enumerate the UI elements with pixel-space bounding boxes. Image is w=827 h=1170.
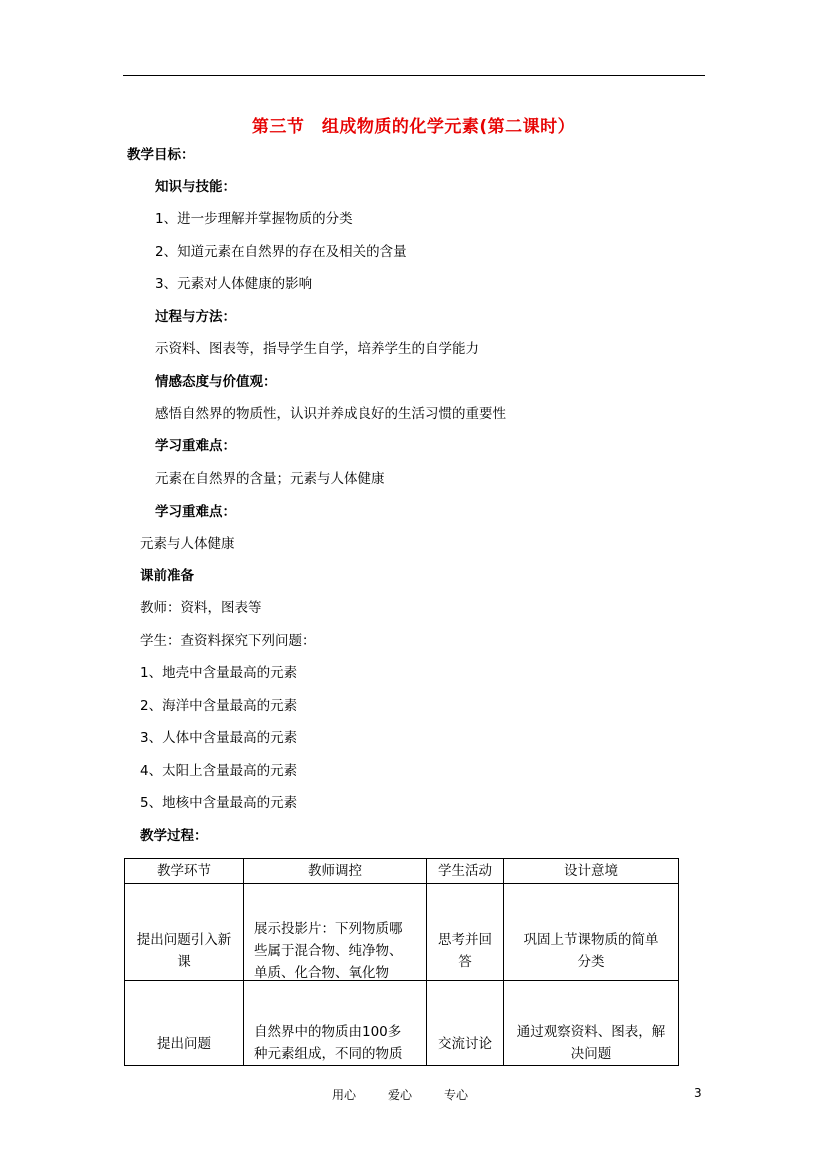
footer-text: 专心 bbox=[444, 1088, 469, 1102]
header-cell: 设计意境 bbox=[564, 863, 618, 879]
key-heading: 学习重难点： bbox=[155, 438, 236, 454]
table-cell: 些属于混合物、纯净物、 bbox=[254, 943, 403, 959]
emotion-heading: 情感态度与价值观： bbox=[155, 374, 277, 390]
table-cell: 展示投影片：下列物质哪 bbox=[254, 921, 403, 937]
key-text: 元素在自然界的含量；元素与人体健康 bbox=[155, 471, 385, 487]
table-cell: 决问题 bbox=[570, 1046, 612, 1062]
prep-heading: 课前准备 bbox=[140, 568, 194, 584]
table-cell: 自然界中的物质由100多 bbox=[254, 1024, 402, 1040]
emotion-text: 感悟自然界的物质性，认识并养成良好的生活习惯的重要性 bbox=[155, 406, 506, 422]
table-cell: 单质、化合物、氧化物 bbox=[254, 965, 389, 981]
table-header-row bbox=[125, 859, 679, 884]
table-cell: 答 bbox=[458, 954, 472, 970]
header-cell: 学生活动 bbox=[438, 863, 492, 879]
question-item: 4、太阳上含量最高的元素 bbox=[140, 763, 298, 779]
student-line: 学生：查资料探究下列问题： bbox=[140, 633, 316, 649]
table-cell: 巩固上节课物质的简单 bbox=[523, 932, 659, 948]
table-cell: 通过观察资料、图表，解 bbox=[516, 1024, 666, 1040]
page-title: 第三节 组成物质的化学元素(第二课时） bbox=[251, 117, 576, 137]
knowledge-heading: 知识与技能： bbox=[155, 179, 236, 195]
knowledge-item: 2、知道元素在自然界的存在及相关的含量 bbox=[155, 244, 407, 260]
question-item: 1、地壳中含量最高的元素 bbox=[140, 665, 298, 681]
question-item: 5、地核中含量最高的元素 bbox=[140, 795, 298, 811]
table-cell: 思考并回 bbox=[438, 932, 492, 948]
question-item: 3、人体中含量最高的元素 bbox=[140, 730, 298, 746]
difficult-text: 元素与人体健康 bbox=[140, 536, 235, 552]
teacher-line: 教师：资料，图表等 bbox=[140, 600, 262, 616]
knowledge-item: 3、元素对人体健康的影响 bbox=[155, 276, 313, 292]
table-row bbox=[125, 981, 679, 1066]
teaching-process-heading: 教学过程： bbox=[140, 828, 208, 844]
process-text: 示资料、图表等，指导学生自学，培养学生的自学能力 bbox=[155, 341, 479, 357]
table-cell: 种元素组成，不同的物质 bbox=[254, 1046, 403, 1062]
footer-text: 爱心 bbox=[388, 1088, 413, 1102]
header-cell: 教师调控 bbox=[308, 863, 362, 879]
difficult-heading: 学习重难点： bbox=[155, 504, 236, 520]
header-rule bbox=[123, 75, 705, 76]
table-row bbox=[125, 884, 679, 981]
table-cell: 提出问题 bbox=[157, 1036, 211, 1052]
page-number: 3 bbox=[694, 1086, 702, 1100]
objectives-heading: 教学目标： bbox=[127, 147, 195, 163]
knowledge-item: 1、进一步理解并掌握物质的分类 bbox=[155, 211, 353, 227]
table-cell: 提出问题引入新 bbox=[136, 932, 232, 948]
header-cell: 教学环节 bbox=[157, 863, 211, 879]
process-heading: 过程与方法： bbox=[155, 309, 236, 325]
footer-text: 用心 bbox=[332, 1088, 357, 1102]
table-cell: 课 bbox=[177, 954, 191, 970]
table-cell: 分类 bbox=[577, 954, 605, 970]
teaching-process-table bbox=[124, 858, 679, 1066]
table-cell: 交流讨论 bbox=[438, 1036, 492, 1052]
question-item: 2、海洋中含量最高的元素 bbox=[140, 698, 298, 714]
